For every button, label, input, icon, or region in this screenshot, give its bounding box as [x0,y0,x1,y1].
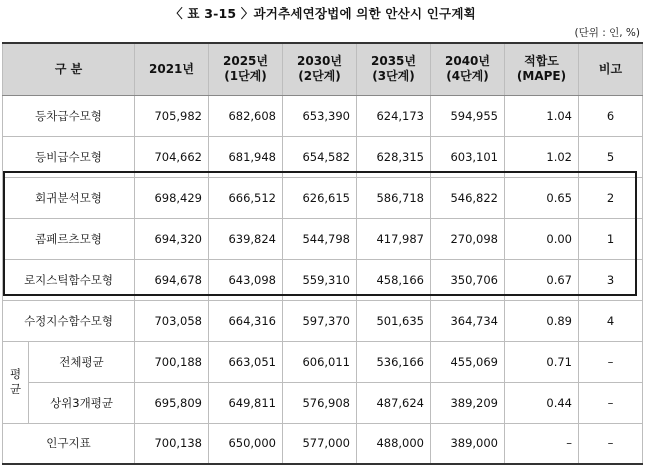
header-2040: 2040년 (4단계) [431,43,505,95]
cell-mape: 0.44 [505,382,579,423]
cell-2030: 544,798 [283,218,357,259]
cell-2025: 650,000 [209,423,283,464]
cell-2040: 455,069 [431,341,505,382]
row-name: 상위3개평균 [29,382,135,423]
cell-mape: 0.71 [505,341,579,382]
cell-2040: 594,955 [431,95,505,136]
cell-2035: 628,315 [357,136,431,177]
table-row [3,300,643,341]
table-row [3,341,643,382]
cell-2035: 458,166 [357,259,431,300]
cell-2030: 576,908 [283,382,357,423]
cell-mape: 1.04 [505,95,579,136]
row-name: 수정지수함수모형 [3,300,135,341]
cell-mape: – [505,423,579,464]
header-compare: 비고 [579,43,643,95]
cell-2021: 700,188 [135,341,209,382]
cell-2030: 559,310 [283,259,357,300]
cell-2021: 705,982 [135,95,209,136]
cell-2025: 649,811 [209,382,283,423]
cell-mape: 0.65 [505,177,579,218]
table-title: 〈 표 3-15 〉과거추세연장법에 의한 안산시 인구계획 [170,6,476,21]
cell-mape: 1.02 [505,136,579,177]
cell-2021: 694,320 [135,218,209,259]
cell-2030: 597,370 [283,300,357,341]
cell-2021: 700,138 [135,423,209,464]
table-row [3,382,643,423]
table-row [3,95,643,136]
cell-2035: 487,624 [357,382,431,423]
cell-note: – [579,382,643,423]
cell-2040: 389,000 [431,423,505,464]
average-group-label: 평 균 [3,341,29,423]
cell-2035: 501,635 [357,300,431,341]
cell-2035: 536,166 [357,341,431,382]
table-row [3,259,643,300]
cell-2021: 694,678 [135,259,209,300]
cell-2035: 488,000 [357,423,431,464]
header-row [3,43,643,95]
cell-2025: 643,098 [209,259,283,300]
unit-label: (단위 : 인, %) [574,27,640,39]
row-name: 콤페르츠모형 [3,218,135,259]
cell-2030: 654,582 [283,136,357,177]
cell-2021: 703,058 [135,300,209,341]
cell-2025: 666,512 [209,177,283,218]
cell-2030: 653,390 [283,95,357,136]
cell-2035: 586,718 [357,177,431,218]
cell-2040: 603,101 [431,136,505,177]
header-fit: 적합도 (MAPE) [505,43,579,95]
cell-2021: 698,429 [135,177,209,218]
cell-note: 5 [579,136,643,177]
header-2030: 2030년 (2단계) [283,43,357,95]
row-name: 로지스틱함수모형 [3,259,135,300]
table-row [3,218,643,259]
row-name: 인구지표 [3,423,135,464]
cell-2025: 663,051 [209,341,283,382]
table-row [3,177,643,218]
cell-note: – [579,341,643,382]
cell-mape: 0.89 [505,300,579,341]
table-row [3,136,643,177]
cell-2025: 639,824 [209,218,283,259]
header-2021: 2021년 [135,43,209,95]
cell-2025: 664,316 [209,300,283,341]
cell-2030: 577,000 [283,423,357,464]
row-name: 전체평균 [29,341,135,382]
cell-note: – [579,423,643,464]
cell-2040: 546,822 [431,177,505,218]
header-division: 구 분 [3,43,135,95]
cell-note: 2 [579,177,643,218]
cell-note: 3 [579,259,643,300]
header-2025: 2025년 (1단계) [209,43,283,95]
cell-2030: 626,615 [283,177,357,218]
cell-note: 6 [579,95,643,136]
row-name: 등비급수모형 [3,136,135,177]
header-2035: 2035년 (3단계) [357,43,431,95]
cell-note: 4 [579,300,643,341]
cell-2025: 681,948 [209,136,283,177]
cell-2021: 704,662 [135,136,209,177]
cell-2040: 389,209 [431,382,505,423]
cell-mape: 0.67 [505,259,579,300]
cell-2035: 417,987 [357,218,431,259]
cell-2030: 606,011 [283,341,357,382]
cell-2035: 624,173 [357,95,431,136]
cell-2021: 695,809 [135,382,209,423]
cell-2040: 270,098 [431,218,505,259]
row-name: 등차급수모형 [3,95,135,136]
cell-mape: 0.00 [505,218,579,259]
population-plan-table [2,42,643,465]
cell-2040: 350,706 [431,259,505,300]
row-name: 회귀분석모형 [3,177,135,218]
cell-2025: 682,608 [209,95,283,136]
cell-2040: 364,734 [431,300,505,341]
cell-note: 1 [579,218,643,259]
